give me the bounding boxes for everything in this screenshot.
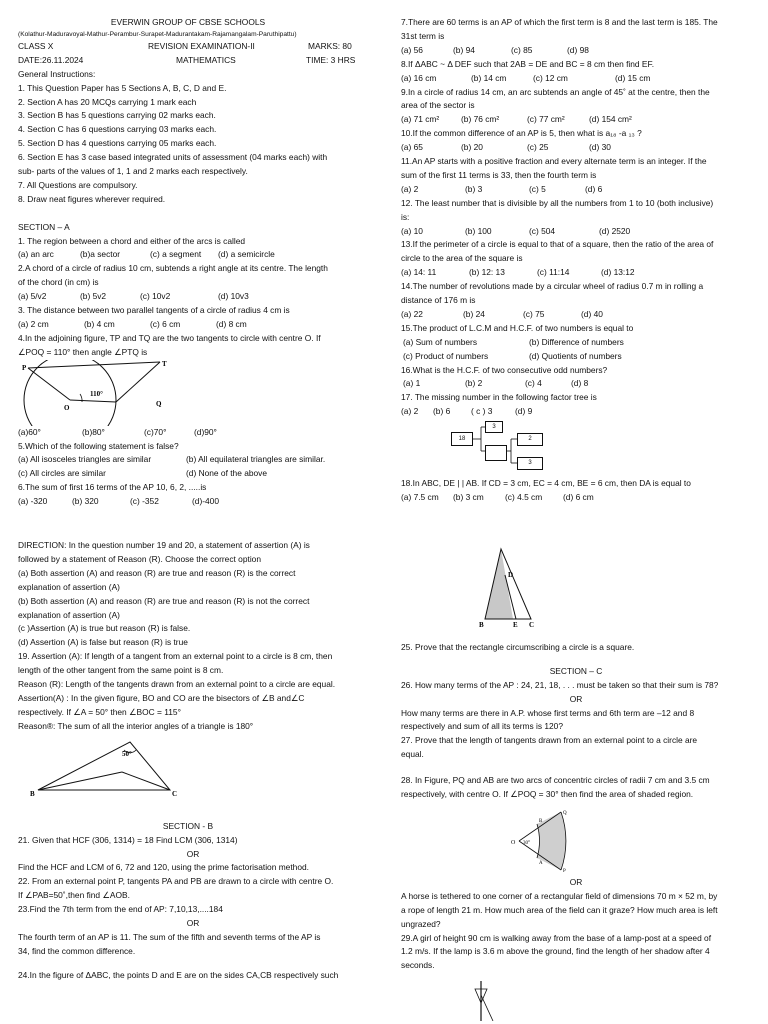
question-15-options <box>401 336 768 350</box>
left-column <box>18 0 390 983</box>
label-e: E <box>513 620 518 629</box>
question-23: 23.Find the 7th term from the end of AP: 7,10,13,....184 <box>18 904 223 915</box>
radius-op <box>28 368 70 400</box>
option: (d) Quotients of numbers <box>529 350 622 361</box>
question-12-options <box>401 225 768 239</box>
right-column <box>401 0 768 1021</box>
question-21-alt: Find the HCF and LCM of 6, 72 and 120, using the prime factorisation method. <box>18 862 309 873</box>
option: (b) 5v2 <box>80 291 107 302</box>
label-c: C <box>529 620 535 629</box>
option: (b) 2 <box>465 378 483 389</box>
question-5-options <box>18 467 390 481</box>
or-separator: OR <box>569 693 583 704</box>
option: (a) 14: 11 <box>401 267 437 278</box>
instructions-title: General Instructions: <box>18 68 96 79</box>
assertion-option-b-cont: explanation of assertion (A) <box>18 609 120 620</box>
option: (d) a semicircle <box>218 249 275 260</box>
question-23-alt-cont: 34, find the common difference. <box>18 945 136 956</box>
option: (a) 2 <box>401 183 419 194</box>
option: (d) 8 <box>571 378 589 389</box>
option: (c) 10v2 <box>140 291 171 302</box>
question-27-cont: equal. <box>401 749 424 760</box>
section-a-title: SECTION – A <box>18 221 70 232</box>
question-8: 8.If ΔABC ~ Δ DEF such that 2AB = DE and BC = 8 cm then find EF. <box>401 58 655 69</box>
question-29-cont: seconds. <box>401 960 435 971</box>
question-17: 17. The missing number in the following factor tree is <box>401 392 597 403</box>
or-separator: OR <box>569 876 583 887</box>
option: (a) -320 <box>18 496 48 507</box>
label-p: P <box>22 363 27 372</box>
option: (d) 30 <box>589 142 611 153</box>
option: (b) 3 cm <box>453 492 484 502</box>
question-10: 10.If the common difference of an AP is 5, then what is a₁₈ -a ₁₃ ? <box>401 128 642 139</box>
lamp-post-figure <box>401 981 601 1021</box>
option: (b) 320 <box>72 496 99 507</box>
option: (d)90° <box>194 426 217 437</box>
option: (c) -352 <box>130 496 159 507</box>
option: (a) 5/v2 <box>18 291 47 302</box>
option: (d) 15 cm <box>615 72 651 83</box>
label-b: B <box>479 620 484 629</box>
question-2-cont: of the chord (in cm) is <box>18 277 99 288</box>
option: (a) All isosceles triangles are similar <box>18 454 152 465</box>
question-13: 13.If the perimeter of a circle is equal to that of a square, then the ratio of the area of <box>401 239 714 250</box>
option: (c) 75 <box>523 308 545 319</box>
option: (b) Difference of numbers <box>529 336 624 347</box>
question-7: 7.There are 60 terms is an AP of which the first term is 8 and the last term is 185. The <box>401 17 718 27</box>
option: (b) 76 cm² <box>461 114 500 125</box>
option: (d) 98 <box>567 44 589 55</box>
question-20-reason: Reason®: The sum of all the interior angles of a triangle is 180° <box>18 720 254 731</box>
question-1: 1. The region between a chord and either of the arcs is called <box>18 235 246 246</box>
option: (b) 12: 13 <box>469 267 505 278</box>
question-7-cont: 31st term is <box>401 30 445 41</box>
label-a: A <box>539 860 543 866</box>
question-6: 6.The sum of first 16 terms of the AP 10, 6, 2, .....is <box>18 482 207 493</box>
question-7-options <box>401 44 768 58</box>
question-16: 16.What is the H.C.F. of two consecutive odd numbers? <box>401 364 608 375</box>
option: (d) 6 <box>585 183 603 194</box>
question-9: 9.In a circle of radius 14 cm, an arc subtends an angle of 45˚ at the centre, then the <box>401 86 710 97</box>
option: (b) 6 <box>433 406 451 417</box>
option: (a) 10 <box>401 225 423 236</box>
or-separator: OR <box>186 848 200 859</box>
option: (c) a segment <box>150 249 202 260</box>
question-20-cont: respectively. If ∠A = 50° then ∠BOC = 115° <box>18 706 181 717</box>
question-11-options <box>401 183 768 197</box>
option: (a) 65 <box>401 142 423 153</box>
section-c-title: SECTION – C <box>549 665 603 676</box>
question-3-options <box>18 318 390 332</box>
question-5: 5.Which of the following statement is false? <box>18 440 179 451</box>
factor-node: 3 <box>485 421 503 433</box>
question-21: 21. Given that HCF (306, 1314) = 18 Find LCM (306, 1314) <box>18 834 238 845</box>
question-28: 28. In Figure, PQ and AB are two arcs of concentric circles of radii 7 cm and 3.5 cm <box>401 775 710 786</box>
question-14-options <box>401 308 768 322</box>
assertion-direction: DIRECTION: In the question number 19 and 20, a statement of assertion (A) is <box>18 540 310 551</box>
question-12-cont: is: <box>401 211 410 222</box>
label-o: O <box>511 839 516 846</box>
question-9-cont: area of the sector is <box>401 100 475 111</box>
question-24: 24.In the figure of ΔABC, the points D and E are on the sides CA,CB respectively such <box>18 969 339 980</box>
option: (c) 4 <box>525 378 542 389</box>
tangent-tq <box>116 362 160 402</box>
header-row-1 <box>18 40 390 54</box>
assertion-option-a-cont: explanation of assertion (A) <box>18 581 120 592</box>
factor-node-root: 18 <box>451 432 473 446</box>
question-11: 11.An AP starts with a positive fraction and every alternate term is an integer. If the <box>401 156 707 166</box>
instruction-line: sub- parts of the values of 1, 1 and 2 marks each respectively. <box>18 166 248 177</box>
question-11-cont: sum of the first 11 terms is 33, then the fourth term is <box>401 169 597 180</box>
option: (a) 2 <box>401 406 419 417</box>
label-t: T <box>162 359 167 368</box>
instruction-line: 3. Section B has 5 questions carrying 02 marks each. <box>18 110 216 121</box>
label-angle: 30° <box>523 840 530 846</box>
option: (b)80° <box>82 426 105 437</box>
option: (a) 71 cm² <box>401 114 440 125</box>
question-14: 14.The number of revolutions made by a circular wheel of radius 0.7 m in rolling a <box>401 281 704 292</box>
factor-node: 2 <box>517 433 543 446</box>
question-4-options <box>18 426 390 440</box>
factor-node-missing <box>485 445 507 461</box>
option: (d) None of the above <box>186 468 268 479</box>
option: (b) 94 <box>453 44 475 55</box>
question-19-reason: Reason (R): Length of the tangents drawn from an external point to a circle are equal. <box>18 679 336 690</box>
option: (b) All equilateral triangles are similar. <box>186 454 326 465</box>
exam-title: REVISION EXAMINATION-II <box>148 40 255 51</box>
time-label: TIME: 3 HRS <box>306 54 356 65</box>
option: (a) an arc <box>18 249 54 260</box>
section-b-title: SECTION - B <box>162 820 214 831</box>
question-26: 26. How many terms of the AP : 24, 21, 18, . . . must be taken so that their sum is 78? <box>401 679 719 690</box>
question-8-options <box>401 72 768 86</box>
option: (a) 56 <box>401 44 423 55</box>
label-o: O <box>64 403 70 412</box>
option: (b) 4 cm <box>84 318 115 329</box>
option: (b)a sector <box>80 249 121 260</box>
instruction-line: 2. Section A has 20 MCQs carrying 1 mark each <box>18 96 197 107</box>
instruction-line: 4. Section C has 6 questions carrying 03 marks each. <box>18 124 217 135</box>
question-16-options <box>401 377 768 391</box>
option: (b) 3 <box>465 183 483 194</box>
question-18-options <box>401 491 768 505</box>
question-19: 19. Assertion (A): If length of a tangent from an external point to a circle is 8 cm, then <box>18 651 333 662</box>
question-9-options <box>401 113 768 127</box>
option: (c) 77 cm² <box>527 114 565 125</box>
factor-node: 3 <box>517 457 543 470</box>
question-14-cont: distance of 176 m is <box>401 295 476 306</box>
option: (c) Product of numbers <box>403 350 489 361</box>
sector-figure <box>401 808 601 874</box>
triangle-de-figure <box>401 547 601 629</box>
option: (c) 12 cm <box>533 72 568 83</box>
question-28-alt-cont: a rope of length 21 m. How much area of the field can it graze? How much area is left <box>401 904 718 915</box>
assertion-option-b: (b) Both assertion (A) and reason (R) are true and reason (R) is not the correct <box>18 595 310 606</box>
question-20: Assertion(A) : In the given figure, BO and CO are the bisectors of ∠B and∠C <box>18 693 305 703</box>
instruction-line: 7. All Questions are compulsory. <box>18 179 138 190</box>
question-26-alt: How many terms are there in A.P. whose first terms and 6th term are –12 and 8 <box>401 707 695 718</box>
question-18: 18.In ABC, DE | | AB. If CD = 3 cm, EC = 4 cm, BE = 6 cm, then DA is equal to <box>401 478 691 489</box>
question-22-cont: If ∠PAB=50˚,then find ∠AOB. <box>18 890 130 901</box>
question-13-cont: circle to the area of the square is <box>401 253 523 264</box>
option: (d) 2520 <box>599 225 631 236</box>
question-29: 29.A girl of height 90 cm is walking away from the base of a lamp-post at a speed of <box>401 932 712 943</box>
question-10-options <box>401 141 768 155</box>
label-d: D <box>508 570 514 579</box>
option: (b) 14 cm <box>471 72 507 83</box>
question-4-cont: ∠POQ = 110° then angle ∠PTQ is <box>18 346 148 357</box>
label-b: B <box>30 789 35 798</box>
option: ( c ) 3 <box>471 406 493 417</box>
question-2-options <box>18 290 390 304</box>
label-angle: 110° <box>90 389 103 398</box>
bisector-figure <box>18 734 198 798</box>
question-3: 3. The distance between two parallel tangents of a circle of radius 4 cm is <box>18 305 290 316</box>
label-angle: 50° <box>122 749 132 758</box>
question-27: 27. Prove that the length of tangents drawn from an external point to a circle are <box>401 735 698 746</box>
question-28-alt: A horse is tethered to one corner of a rectangular field of dimensions 70 m × 52 m, by <box>401 890 718 901</box>
question-4: 4.In the adjoining figure, TP and TQ are the two tangents to circle with centre O. If <box>18 332 321 343</box>
option: (c) 504 <box>529 225 556 236</box>
option: (d) 154 cm² <box>589 114 632 125</box>
option: (a) 7.5 cm <box>401 492 439 502</box>
header-row-2 <box>18 54 390 68</box>
question-13-options <box>401 266 768 280</box>
option: (c) 6 cm <box>150 318 181 329</box>
option: (b) 100 <box>465 225 492 236</box>
question-22: 22. From an external point P, tangents PA and PB are drawn to a circle with centre O. <box>18 876 334 887</box>
option: (d) 6 cm <box>563 492 594 502</box>
question-17-options <box>401 405 768 419</box>
option: (c) 5 <box>529 183 546 194</box>
assertion-option-c: (c )Assertion (A) is true but reason (R) is false. <box>18 623 191 634</box>
option: (d) 40 <box>581 308 603 319</box>
option: (d) 8 cm <box>216 318 247 329</box>
question-2: 2.A chord of a circle of radius 10 cm, subtends a right angle at its centre. The length <box>18 263 328 274</box>
option: (c) 11:14 <box>537 267 570 278</box>
option: (a)60° <box>18 426 41 437</box>
label-c: C <box>172 789 178 798</box>
question-1-options <box>18 248 390 262</box>
option: (d) 9 <box>515 406 533 417</box>
question-26-alt-cont: respectively and sum of all its terms is 120? <box>401 721 563 732</box>
label-p: P <box>563 868 566 874</box>
assertion-option-a: (a) Both assertion (A) and reason (R) are true and reason (R) is the correct <box>18 567 296 578</box>
instruction-line: 1. This Question Paper has 5 Sections A, B, C, D and E. <box>18 82 227 93</box>
question-5-options <box>18 453 390 467</box>
tangent-tp <box>28 362 160 368</box>
option: (c) All circles are similar <box>18 468 106 479</box>
instruction-line: 6. Section E has 3 case based integrated units of assessment (04 marks each) with <box>18 152 328 163</box>
question-12: 12. The least number that is divisible by all the numbers from 1 to 10 (both inclusive) <box>401 197 714 208</box>
option: (b) 24 <box>463 308 485 319</box>
branch-list: (Kolathur-Maduravoyal-Mathur-Perambur-Surapet-Madurantakam-Rajamangalam-Paruthipattu) <box>18 30 297 38</box>
option: (c) 4.5 cm <box>505 492 543 502</box>
instruction-line: 8. Draw neat figures wherever required. <box>18 193 166 204</box>
subject-label: MATHEMATICS <box>176 54 236 65</box>
option: (c) 85 <box>511 44 533 55</box>
option: (d)-400 <box>192 496 219 507</box>
marks-label: MARKS: 80 <box>308 40 352 51</box>
question-29-cont: 1.2 m/s. If the lamp is 3.6 m above the ground, find the length of her shadow after 4 <box>401 946 710 957</box>
question-15: 15.The product of L.C.M and H.C.F. of two numbers is equal to <box>401 322 634 333</box>
class-label: CLASS X <box>18 40 54 51</box>
option: (c)70° <box>144 426 167 437</box>
label-q: Q <box>563 810 567 816</box>
option: (b) 20 <box>461 142 483 153</box>
question-15-options <box>401 350 768 364</box>
assertion-option-d: (d) Assertion (A) is false but reason (R) is true <box>18 637 188 648</box>
date-label: DATE:26.11.2024 <box>18 54 84 65</box>
question-19-cont: length of the other tangent from the same point is 8 cm. <box>18 665 224 676</box>
instruction-line: 5. Section D has 4 questions carrying 05 marks each. <box>18 138 217 149</box>
bisector-bo <box>38 772 122 790</box>
or-separator: OR <box>186 918 200 929</box>
assertion-direction-cont: followed by a statement of Reason (R). Choose the correct option <box>18 553 262 564</box>
question-28-cont: respectively, with centre O. If ∠POQ = 30° then find the area of shaded region. <box>401 789 694 800</box>
tangent-figure <box>18 360 198 426</box>
option: (d) 13:12 <box>601 267 635 278</box>
question-25: 25. Prove that the rectangle circumscribing a circle is a square. <box>401 641 635 652</box>
question-28-alt-cont: ungrazed? <box>401 918 441 929</box>
factor-tree-figure <box>401 419 768 471</box>
option: (a) 22 <box>401 308 423 319</box>
question-6-options <box>18 495 390 509</box>
question-23-alt: The fourth term of an AP is 11. The sum of the fifth and seventh terms of the AP is <box>18 931 321 942</box>
label-b: B <box>539 818 543 824</box>
radius-oq <box>70 400 116 402</box>
option: (a) 16 cm <box>401 72 437 83</box>
school-name: EVERWIN GROUP OF CBSE SCHOOLS <box>110 17 266 27</box>
instructions-list <box>18 82 390 207</box>
option: (d) 10v3 <box>218 291 249 302</box>
option: (a) 2 cm <box>18 318 49 329</box>
option: (c) 25 <box>527 142 549 153</box>
label-q: Q <box>156 399 162 408</box>
option: (a) Sum of numbers <box>403 336 478 347</box>
option: (a) 1 <box>403 378 421 389</box>
